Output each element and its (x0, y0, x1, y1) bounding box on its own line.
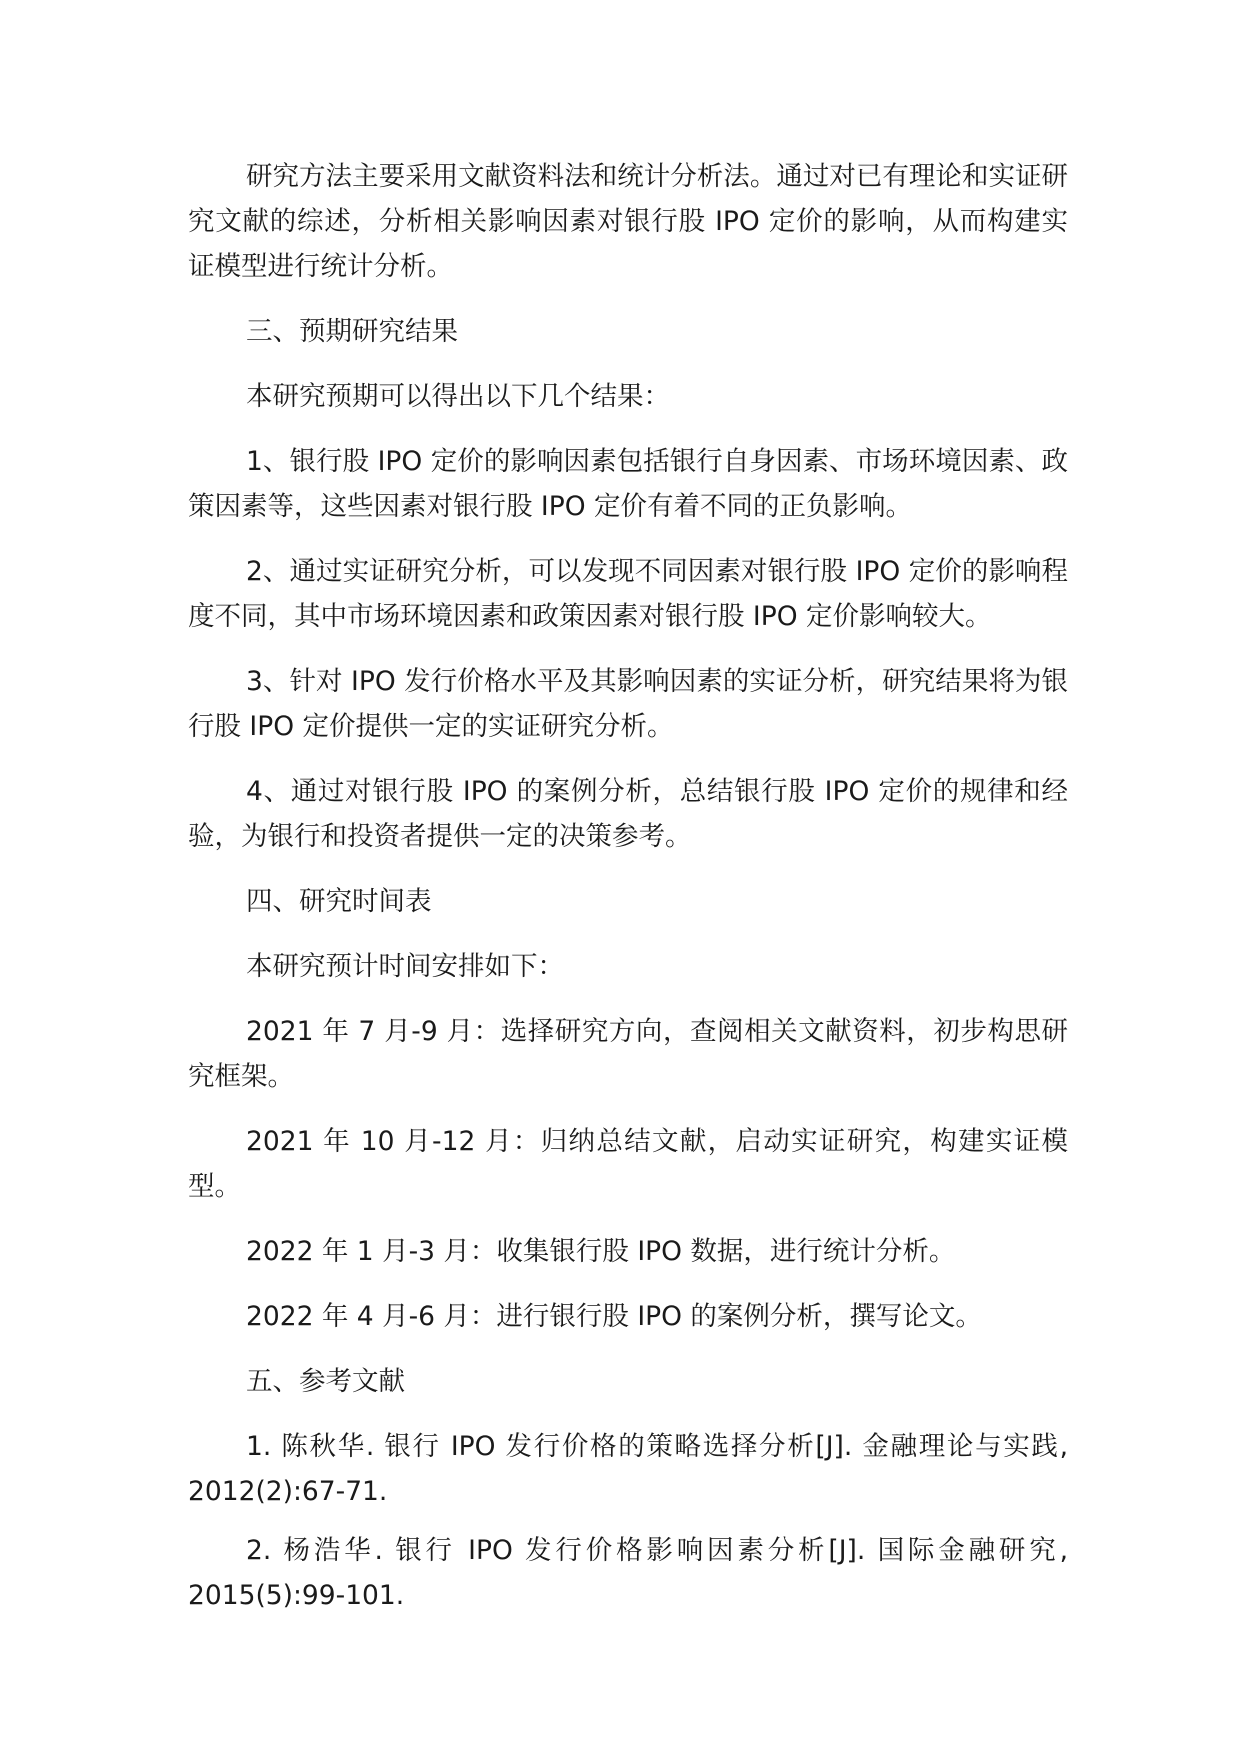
timeline-item-3: 2022 年 1 月-3 月：收集银行股 IPO 数据，进行统计分析。 (246, 1236, 956, 1267)
heading-timeline: 四、研究时间表 (246, 886, 432, 917)
heading-expected-results: 三、预期研究结果 (246, 316, 458, 347)
list-item-result-4: 4、通过对银行股 IPO 的案例分析，总结银行股 IPO 定价的规律和经验，为银行和投资者提供一定的决策参考。 (188, 776, 1068, 852)
list-item-result-1: 1、银行股 IPO 定价的影响因素包括银行自身因素、市场环境因素、政策因素等，这些因素对银行股 IPO 定价有着不同的正负影响。 (188, 446, 1068, 522)
heading-references: 五、参考文献 (246, 1366, 405, 1397)
timeline-item-1: 2021 年 7 月-9 月：选择研究方向，查阅相关文献资料，初步构思研究框架。 (188, 1016, 1068, 1092)
paragraph-timeline-intro: 本研究预计时间安排如下： (246, 951, 564, 982)
reference-item-2: 2. 杨浩华. 银行 IPO 发行价格影响因素分析[J]. 国际金融研究, 2015(5):99-101. (188, 1535, 1068, 1611)
paragraph-research-method: 研究方法主要采用文献资料法和统计分析法。通过对已有理论和实证研究文献的综述，分析相关影响因素对银行股 IPO 定价的影响，从而构建实证模型进行统计分析。 (188, 161, 1068, 282)
timeline-item-2: 2021 年 10 月-12 月：归纳总结文献，启动实证研究，构建实证模型。 (188, 1126, 1068, 1202)
paragraph-results-intro: 本研究预期可以得出以下几个结果： (246, 381, 670, 412)
reference-item-1: 1. 陈秋华. 银行 IPO 发行价格的策略选择分析[J]. 金融理论与实践, 2012(2):67-71. (188, 1431, 1068, 1507)
timeline-item-4: 2022 年 4 月-6 月：进行银行股 IPO 的案例分析，撰写论文。 (246, 1301, 982, 1332)
document-body (188, 154, 1068, 1632)
list-item-result-3: 3、针对 IPO 发行价格水平及其影响因素的实证分析，研究结果将为银行股 IPO 定价提供一定的实证研究分析。 (188, 666, 1068, 742)
list-item-result-2: 2、通过实证研究分析，可以发现不同因素对银行股 IPO 定价的影响程度不同，其中市场环境因素和政策因素对银行股 IPO 定价影响较大。 (188, 556, 1068, 632)
